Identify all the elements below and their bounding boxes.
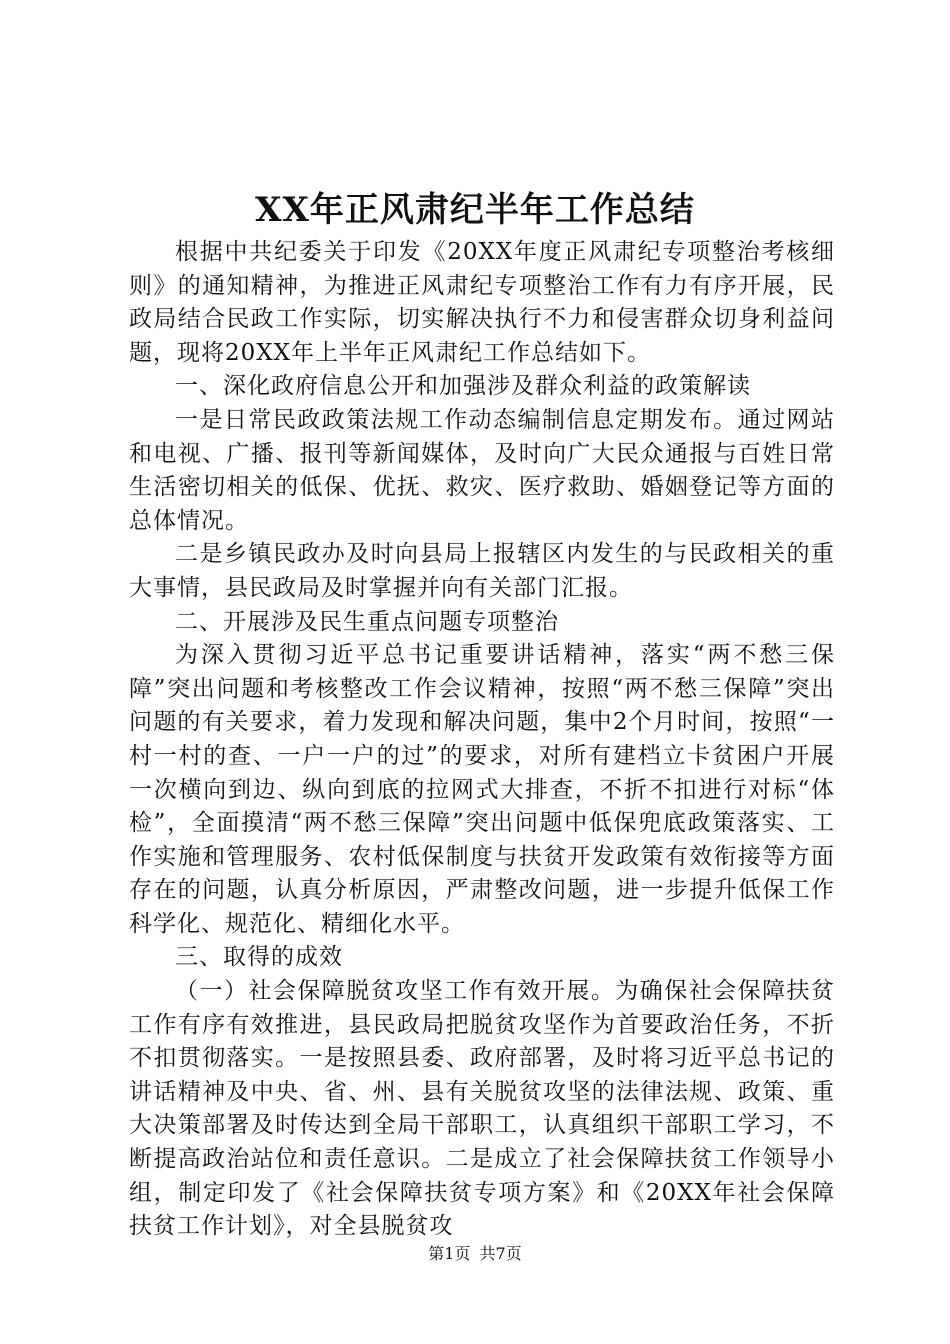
paragraph-3-1: （一）社会保障脱贫攻坚工作有效开展。为确保社会保障扶贫工作有序有效推进，县民政局把脱贫攻坚作为首要政治任务，不折不扣贯彻落实。一是按照县委、政府部署，及时将习近平总书记的讲话精神及中央、省、州、县有关脱贫攻坚的法律法规、政策、重大决策部署及时传达到全局干部职工，认真组织干部职工学习，不断提高政治站位和责任意识。二是成立了社会保障扶贫工作领导小组，制定印发了《社会保障扶贫专项方案》和《20XX年社会保障扶贫工作计划》，对全县脱贫攻 xyxy=(129,978,835,1240)
page-total: 共7页 xyxy=(479,1244,522,1263)
section-heading-1: 一、深化政府信息公开和加强涉及群众利益的政策解读 xyxy=(175,373,751,400)
paragraph-2-1: 为深入贯彻习近平总书记重要讲话精神，落实“两不愁三保障”突出问题和考核整改工作会议精神，按照“两不愁三保障”突出问题的有关要求，着力发现和解决问题，集中2个月时间，按照“一村一村的查、一户一户的过”的要求，对所有建档立卡贫困户开展一次横向到边、纵向到底的拉网式大排查，不折不扣进行对标“体检”，全面摸清“两不愁三保障”突出问题中低保兜底政策落实、工作实施和管理服务、农村低保制度与扶贫开发政策有效衔接等方面存在的问题，认真分析原因，严肃整改问题，进一步提升低保工作科学化、规范化、精细化水平。 xyxy=(129,642,835,937)
page-footer xyxy=(0,1243,950,1265)
section-heading-2: 二、开展涉及民生重点问题专项整治 xyxy=(175,608,559,635)
paragraph-1-2: 二是乡镇民政办及时向县局上报辖区内发生的与民政相关的重大事情，县民政局及时掌握并向有关部门汇报。 xyxy=(129,541,835,601)
paragraph-1-1: 一是日常民政政策法规工作动态编制信息定期发布。通过网站和电视、广播、报刊等新闻媒体，及时向广大民众通报与百姓日常生活密切相关的低保、优抚、救灾、医疗救助、婚姻登记等方面的总体情况。 xyxy=(129,406,835,534)
page-number: 第1页 xyxy=(428,1244,471,1263)
document-body xyxy=(129,236,835,1244)
paragraph-intro: 根据中共纪委关于印发《20XX年度正风肃纪专项整治考核细则》的通知精神，为推进正风肃纪专项整治工作有力有序开展，民政局结合民政工作实际，切实解决执行不力和侵害群众切身利益问题，现将20XX年上半年正风肃纪工作总结如下。 xyxy=(129,239,835,366)
section-heading-3: 三、取得的成效 xyxy=(175,944,343,971)
document-title: XX年正风肃纪半年工作总结 xyxy=(255,190,695,230)
